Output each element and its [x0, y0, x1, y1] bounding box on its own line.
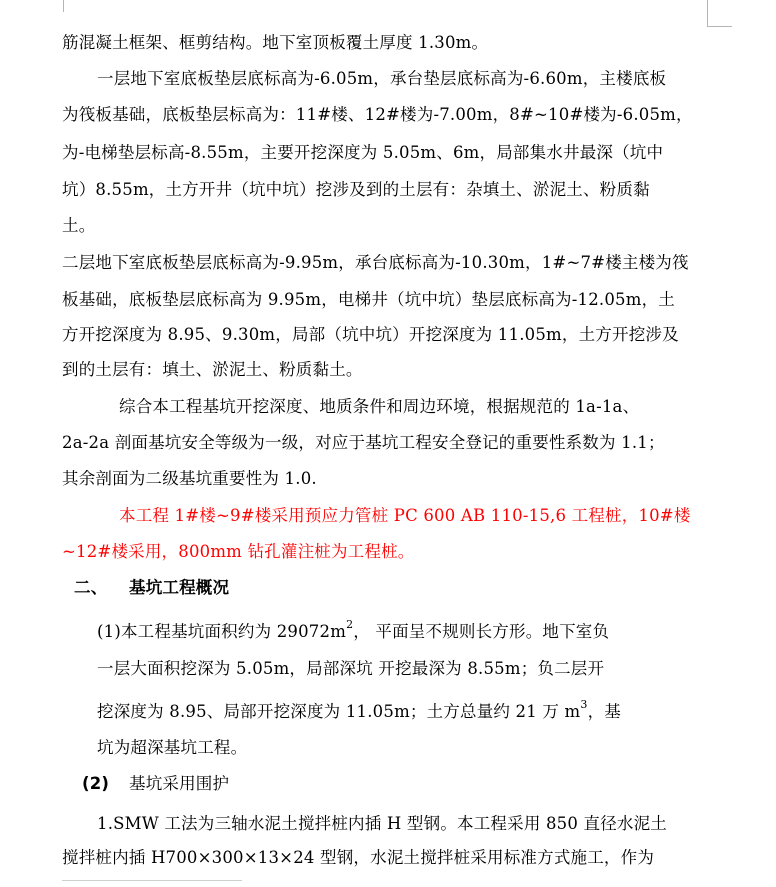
text-line: [97, 698, 621, 722]
text-line: 坑为超深基坑工程。: [97, 738, 248, 757]
text-line: 搅拌桩内插 H700×300×13×24 型钢，水泥土搅拌桩采用标准方式施工，作为: [62, 848, 655, 867]
text-line: 二层地下室底板垫层底标高为-9.95m，承台底标高为-10.30m，1#~7#楼主楼为筏: [62, 253, 689, 272]
text-line: 1.SMW 工法为三轴水泥土搅拌桩内插 H 型钢。本工程采用 850 直径水泥土: [97, 814, 668, 833]
highlighted-text-line: 本工程 1#楼~9#楼采用预应力管桩 PC 600 AB 110-15,6 工程桩，10#楼: [119, 506, 691, 525]
item-heading: 基坑采用围护: [129, 774, 230, 793]
highlighted-text-line: ~12#楼采用，800mm 钻孔灌注桩为工程桩。: [62, 542, 415, 561]
superscript: 2: [346, 618, 354, 631]
text-line: 筋混凝土框架、框剪结构。地下室顶板覆土厚度 1.30m。: [62, 33, 489, 52]
text-line: 到的土层有：填土、淤泥土、粉质黏土。: [62, 360, 363, 379]
text-line: 为-电梯垫层标高-8.55m，主要开挖深度为 5.05m、6m，局部集水井最深（坑中: [62, 143, 664, 162]
text-line: 一层地下室底板垫层底标高为-6.05m，承台垫层底标高为-6.60m，主楼底板: [97, 69, 667, 88]
page-corner-mark-left: [62, 0, 64, 12]
text-line: 坑）8.55m，土方开井（坑中坑）挖涉及到的土层有：杂填土、淤泥土、粉质黏: [62, 180, 650, 199]
page-bottom-mark: [62, 880, 242, 882]
section-number: 二、: [74, 578, 108, 597]
text-line: 方开挖深度为 8.95、9.30m，局部（坑中坑）开挖深度为 11.05m，土方开挖涉及: [62, 325, 679, 344]
text-line: 一层大面积挖深为 5.05m，局部深坑 开挖最深为 8.55m；负二层开: [97, 659, 605, 678]
text-line: 2a-2a 剖面基坑安全等级为一级，对应于基坑工程安全登记的重要性系数为 1.1；: [62, 433, 665, 452]
section-heading: 基坑工程概况: [129, 578, 230, 597]
text-line: [97, 618, 610, 642]
item-number: (2): [82, 774, 110, 793]
text-fragment: ，基: [587, 702, 621, 721]
text-line: 土。: [62, 216, 96, 235]
text-line: 其余剖面为二级基坑重要性为 1.0.: [62, 469, 317, 488]
text-fragment: 挖深度为 8.95、局部开挖深度为 11.05m；土方总量约 21 万 m: [97, 702, 581, 721]
page-corner-mark-right: [707, 0, 732, 27]
text-line: 板基础，底板垫层底标高为 9.95m，电梯井（坑中坑）垫层底标高为-12.05m，土: [62, 290, 675, 309]
text-line: 为筏板基础，底板垫层标高为：11#楼、12#楼为-7.00m，8#~10#楼为-6.05m，: [62, 105, 693, 124]
text-line: 综合本工程基坑开挖深度、地质条件和周边环境，根据规范的 1a-1a、: [119, 397, 640, 416]
text-fragment: (1)本工程基坑面积约为 29072m: [97, 622, 347, 641]
superscript: 3: [580, 698, 588, 711]
text-fragment: ， 平面呈不规则长方形。地下室负: [353, 622, 610, 641]
